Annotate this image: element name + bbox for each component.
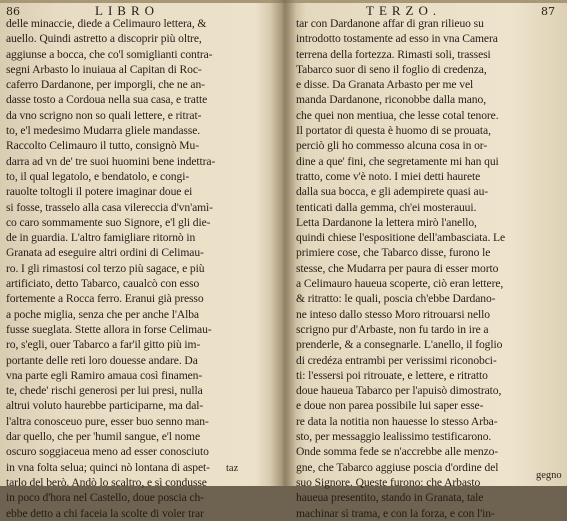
- text-line: di credéza entrambi per verissimi riconobci-: [296, 353, 497, 367]
- left-text-block: [6, 16, 280, 521]
- text-line: portante delle reti loro douesse andare. Da: [6, 353, 198, 367]
- text-line: tratto, come v'è noto. I miei detti haurete: [296, 169, 481, 183]
- text-line: Granata ad eseguire altri ordini di Celimau-: [6, 246, 204, 260]
- text-line: scrigno pur d'Arbaste, non fu tardo in ire a: [296, 322, 489, 336]
- text-line: doue haueua Tabarco per l'apuisò dimostrato,: [296, 384, 502, 398]
- text-line: re data la notitia non hauesse lo stesso Arba-: [296, 414, 498, 428]
- text-line: introdotto tostamente ad esso in vna Camera: [296, 32, 498, 46]
- text-line: si fosse, trasselo alla casa vilereccia d'vn'amì-: [6, 200, 213, 214]
- text-line: Raccolto Celimauro il tutto, consignò Mu-: [6, 139, 199, 153]
- text-line: e doue non parea possibile lui saper esse-: [296, 399, 484, 413]
- text-line: a poche miglia, senza che per anche l'Alba: [6, 307, 199, 321]
- text-line: delle minaccie, diede a Celimauro lettera, &: [6, 17, 207, 30]
- text-line: ro. I gli rimastosi col terzo più sagace, e più: [6, 261, 205, 275]
- text-line: auello. Quindi astretto a discoprir più oltre,: [6, 32, 202, 46]
- text-line: de in guardia. L'altro famigliare ritornò in: [6, 231, 196, 245]
- text-line: tar con Dardanone affar di gran rilieuo su: [296, 17, 484, 30]
- left-page: [0, 0, 280, 520]
- text-line: artificiato, detto Tabarco, caualcò con esso: [6, 277, 200, 291]
- text-line: dalla sua bocca, e gli adempirete quasi au-: [296, 185, 489, 199]
- text-line: l'altra conosceuo pure, esser buo senno man-: [6, 414, 209, 428]
- text-line: to, e'l medesimo Mudarra gliele mandasse.: [6, 124, 201, 138]
- text-line: primiere cose, che Tabarco disse, furono le: [296, 246, 491, 260]
- text-line: Onde somma fede se n'accrebbe alle menzo-: [296, 445, 499, 459]
- text-line: suo Signore. Queste furono: che Arbasto: [296, 475, 481, 489]
- text-line: ne inteso dallo stesso Moro ritrouarsi nello: [296, 307, 490, 321]
- text-line: da vno scrigno non so quali lettere, e ritrat-: [6, 108, 202, 122]
- text-line: dine a que' fini, che segretamente mi han qui: [296, 154, 499, 168]
- text-line: gne, che Tabarco aggiuse poscia d'ordine del: [296, 460, 499, 474]
- text-line: in poco d'hora nel Castello, doue poscia ch-: [6, 491, 204, 505]
- text-line: tenticati dalla gemma, ch'ei mosterauui.: [296, 200, 477, 214]
- text-line: ti: l'essersi poi ritrouate, e lettere, e ritratto: [296, 368, 488, 382]
- text-line: perciò gli ho commesso alcuna cosa in or-: [296, 139, 488, 153]
- text-line: oscuro soggiaceua meno ad esser conosciuto: [6, 445, 209, 459]
- text-line: e disse. Da Granata Arbasto per me vel: [296, 78, 474, 92]
- text-line: haueua presentito, stando in Granata, tale: [296, 491, 484, 505]
- text-line: che quei non mentiua, che lesse cotal tenore.: [296, 108, 499, 122]
- text-line: ro, s'egli, ouer Tabarco a far'il gitto più im-: [6, 338, 201, 352]
- text-line: Tabarco suor di seno il foglio di credenza,: [296, 62, 487, 76]
- right-text-block: [296, 16, 567, 521]
- text-line: manda Dardanone, riconobbe dalla mano,: [296, 93, 486, 107]
- text-line: fusse sueglata. Stette allora in forse Celimau-: [6, 322, 212, 336]
- text-line: fortemente a Rocca ferro. Eranui già presso: [6, 292, 204, 306]
- text-line: vna parte egli Ramiro amaua così finamen-: [6, 368, 203, 382]
- text-line: darra ad vn de' tre suoi huomini bene indettra-: [6, 154, 216, 168]
- right-page: [286, 0, 567, 520]
- text-line: terrena della fortezza. Rimasti soli, trassesi: [296, 47, 491, 61]
- right-running-title: TERZO.: [366, 3, 442, 18]
- left-running-title: LIBRO: [95, 3, 159, 18]
- text-line: rauolte toltogli il potere imaginar doue ei: [6, 185, 193, 199]
- text-line: sto, per messaggio lealissimo testificarono.: [296, 430, 492, 444]
- text-line: dasse tosto a Cordoua nella sua casa, e tratte: [6, 93, 208, 107]
- text-line: aggiunse a bocca, che co'l somiglianti contra-: [6, 47, 213, 61]
- text-line: to, il qual legatolo, e bendatolo, e congi-: [6, 169, 190, 183]
- left-catchword: taz: [226, 463, 239, 474]
- text-line: Il portator di questa è huomo di se prouata,: [296, 124, 491, 138]
- right-page-number: 87: [541, 5, 555, 18]
- text-line: stesse, che Mudarra per paura di esser morto: [296, 261, 499, 275]
- text-line: dar quello, che per 'humil sangue, e'l nome: [6, 430, 201, 444]
- text-line: te, chede' rischi generosi per lui presi, nulla: [6, 384, 203, 398]
- text-line: tarlo del berò. Andò lo scaltro, e sì condusse: [6, 475, 207, 489]
- text-line: a Celimauro haueua scoperte, ciò eran lettere,: [296, 277, 504, 291]
- text-line: in vna folta selua; quinci nò lontana di aspet-: [6, 460, 210, 474]
- text-line: altrui voluto haurebbe participarne, ma dal-: [6, 399, 204, 413]
- text-line: co caro sommamente suo Signore, e'l gli die-: [6, 215, 211, 229]
- text-line: Letta Dardanone la lettera mirò l'anello,: [296, 215, 477, 229]
- text-line: & ritratto: le quali, poscia ch'ebbe Dardano-: [296, 292, 496, 306]
- text-line: segni Arbasto lo inuiaua al Capitan di Roc-: [6, 62, 202, 76]
- left-page-number: 86: [6, 5, 20, 18]
- right-catchword: gegno: [536, 470, 562, 481]
- text-line: machinar sì trama, e con la forza, e con l'in-: [296, 506, 495, 520]
- text-line: ebbe detto a chi faceia la scolte di voler trar: [6, 506, 204, 520]
- text-line: prenderle, & a consegnarle. L'anello, il foglio: [296, 338, 503, 352]
- text-line: quindi chiese l'espositione dell'ambasciata. Le: [296, 231, 506, 245]
- text-line: caferro Dardanone, per imporgli, che ne an-: [6, 78, 205, 92]
